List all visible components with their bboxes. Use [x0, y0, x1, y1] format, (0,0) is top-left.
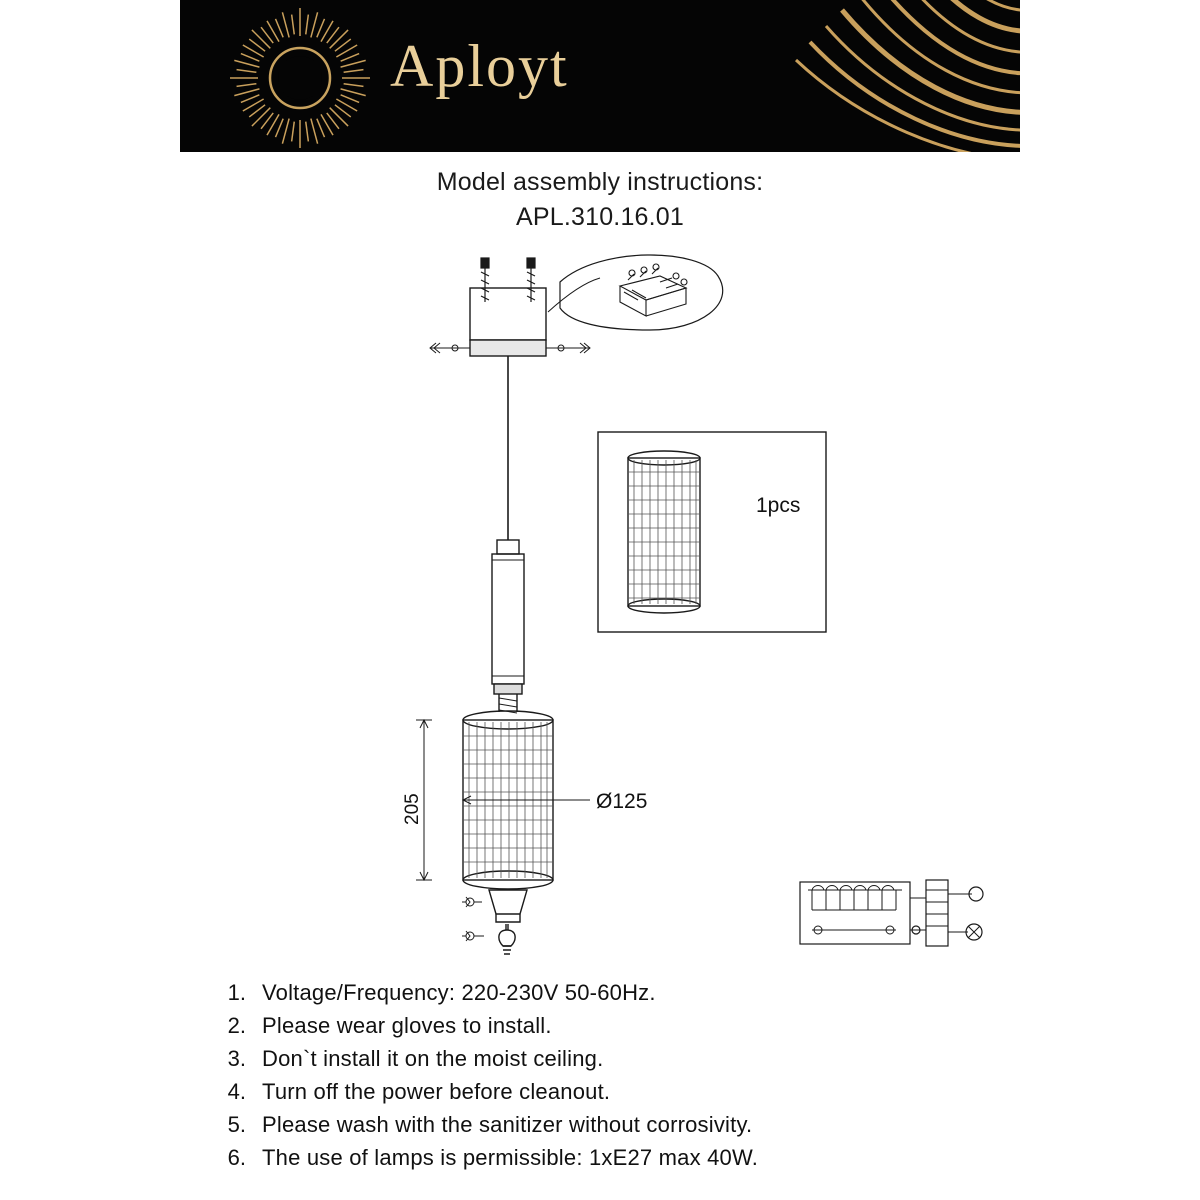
dimension-diameter: [463, 796, 590, 804]
list-item-text: Turn off the power before cleanout.: [262, 1079, 611, 1104]
wiring-diagram: [800, 880, 983, 946]
instruction-list: [212, 980, 1012, 1178]
fan-rays-icon: [700, 0, 1020, 152]
terminal-block-callout: [548, 255, 723, 330]
list-item-number: 6.: [227, 1145, 246, 1170]
ceiling-mount-bracket: [430, 258, 590, 356]
brand-wordmark: Aployt: [390, 33, 569, 99]
page-title: [0, 168, 1200, 232]
list-item: [212, 980, 1012, 1006]
parts-box: [598, 432, 826, 632]
list-item-text: Please wash with the sanitizer without corrosivity.: [262, 1112, 753, 1137]
list-item: [212, 1046, 1012, 1072]
list-item-number: 4.: [227, 1079, 246, 1104]
list-item-text: Don`t install it on the moist ceiling.: [262, 1046, 604, 1071]
model-code: APL.310.16.01: [515, 203, 685, 231]
e27-socket: [462, 890, 527, 922]
list-item-text: Please wear gloves to install.: [262, 1013, 552, 1038]
assembly-diagram: [0, 230, 1200, 970]
list-item: [212, 1079, 1012, 1105]
diagram-svg: [0, 230, 1200, 970]
list-item: [212, 1145, 1012, 1171]
dimension-height-label: 205: [402, 793, 423, 825]
list-item-number: 2.: [227, 1013, 246, 1038]
list-item-text: Voltage/Frequency: 220-230V 50-60Hz.: [262, 980, 656, 1005]
list-item: [212, 1112, 1012, 1138]
brand-banner: [180, 0, 1020, 152]
instructions-label: Model assembly instructions:: [436, 168, 764, 196]
dimension-diameter-label: Ø125: [596, 790, 648, 813]
parts-quantity-label: 1pcs: [756, 494, 801, 517]
list-item-number: 1.: [227, 980, 246, 1005]
bulb-icon: [462, 924, 515, 954]
list-item-number: 5.: [227, 1112, 246, 1137]
sunburst-icon: [220, 0, 380, 152]
list-item-text: The use of lamps is permissible: 1xE27 max 40W.: [262, 1145, 759, 1170]
lamp-body: [492, 540, 524, 713]
list-item: [212, 1013, 1012, 1039]
list-item-number: 3.: [227, 1046, 246, 1071]
